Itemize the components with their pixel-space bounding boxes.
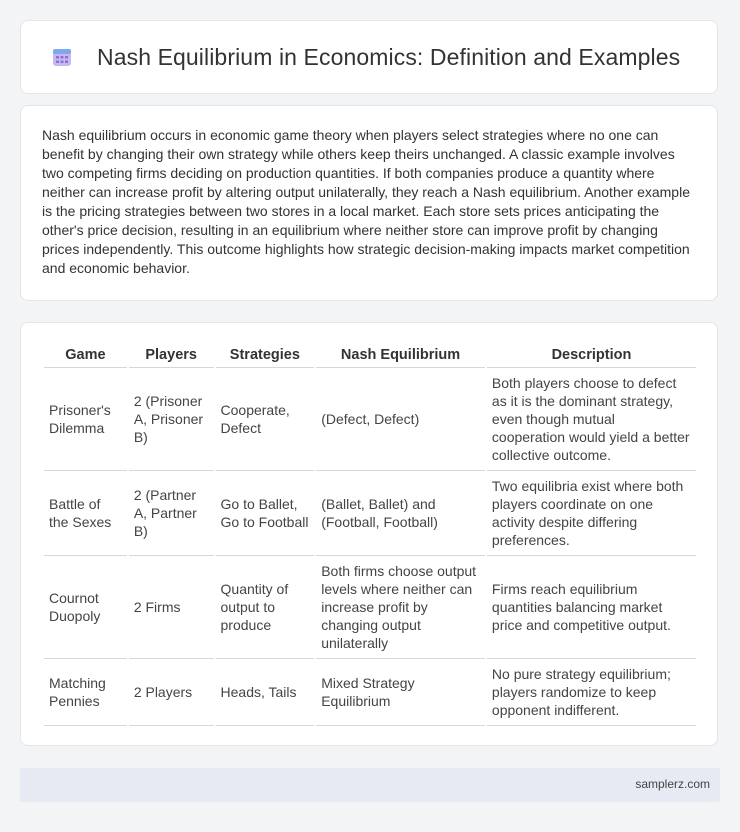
calendar-icon bbox=[51, 46, 73, 68]
cell-players: 2 Firms bbox=[129, 556, 214, 659]
cell-nash-equilibrium: (Defect, Defect) bbox=[316, 368, 485, 471]
cell-description: Two equilibria exist where both players coordinate on one activity despite differing preferences. bbox=[487, 471, 696, 556]
footer-site-link[interactable]: samplerz.com bbox=[635, 777, 710, 791]
column-header-players: Players bbox=[129, 343, 214, 368]
footer bbox=[20, 768, 720, 802]
column-header-description: Description bbox=[487, 343, 696, 368]
header-card bbox=[20, 20, 718, 94]
table-row bbox=[44, 471, 696, 556]
cell-players: 2 Players bbox=[129, 659, 214, 726]
column-header-game: Game bbox=[44, 343, 127, 368]
cell-nash-equilibrium: (Ballet, Ballet) and (Football, Football) bbox=[316, 471, 485, 556]
table-row bbox=[44, 556, 696, 659]
cell-game: Battle of the Sexes bbox=[44, 471, 127, 556]
cell-strategies: Quantity of output to produce bbox=[216, 556, 315, 659]
cell-strategies: Go to Ballet, Go to Football bbox=[216, 471, 315, 556]
cell-game: Cournot Duopoly bbox=[44, 556, 127, 659]
cell-game: Prisoner's Dilemma bbox=[44, 368, 127, 471]
equilibrium-table bbox=[42, 343, 698, 726]
intro-paragraph: Nash equilibrium occurs in economic game theory when players select strategies where no one can benefit by changing their own strategy while others keep theirs unchanged. A classic example involves two competing firms deciding on production quantities. If both companies produce a quantity where neither can increase profit by altering output unilaterally, they reach a Nash equilibrium. Another example is the pricing strategies between two stores in a local market. Each store sets prices anticipating the other's price decision, resulting in an equilibrium where neither store can improve profit by changing prices independently. This outcome highlights how strategic decision-making impacts market competition and economic behavior. bbox=[42, 127, 690, 276]
cell-strategies: Cooperate, Defect bbox=[216, 368, 315, 471]
page-title: Nash Equilibrium in Economics: Definition and Examples bbox=[97, 43, 681, 70]
intro-card bbox=[20, 105, 718, 301]
cell-players: 2 (Prisoner A, Prisoner B) bbox=[129, 368, 214, 471]
column-header-nash-equilibrium: Nash Equilibrium bbox=[316, 343, 485, 368]
cell-nash-equilibrium: Mixed Strategy Equilibrium bbox=[316, 659, 485, 726]
cell-description: Both players choose to defect as it is the dominant strategy, even though mutual cooperation would yield a better collective outcome. bbox=[487, 368, 696, 471]
table-row bbox=[44, 659, 696, 726]
cell-game: Matching Pennies bbox=[44, 659, 127, 726]
cell-strategies: Heads, Tails bbox=[216, 659, 315, 726]
table-row bbox=[44, 368, 696, 471]
table-header-row bbox=[44, 343, 696, 368]
column-header-strategies: Strategies bbox=[216, 343, 315, 368]
cell-description: Firms reach equilibrium quantities balancing market price and competitive output. bbox=[487, 556, 696, 659]
cell-players: 2 (Partner A, Partner B) bbox=[129, 471, 214, 556]
table-card bbox=[20, 322, 718, 746]
cell-description: No pure strategy equilibrium; players randomize to keep opponent indifferent. bbox=[487, 659, 696, 726]
cell-nash-equilibrium: Both firms choose output levels where neither can increase profit by changing output unilaterally bbox=[316, 556, 485, 659]
